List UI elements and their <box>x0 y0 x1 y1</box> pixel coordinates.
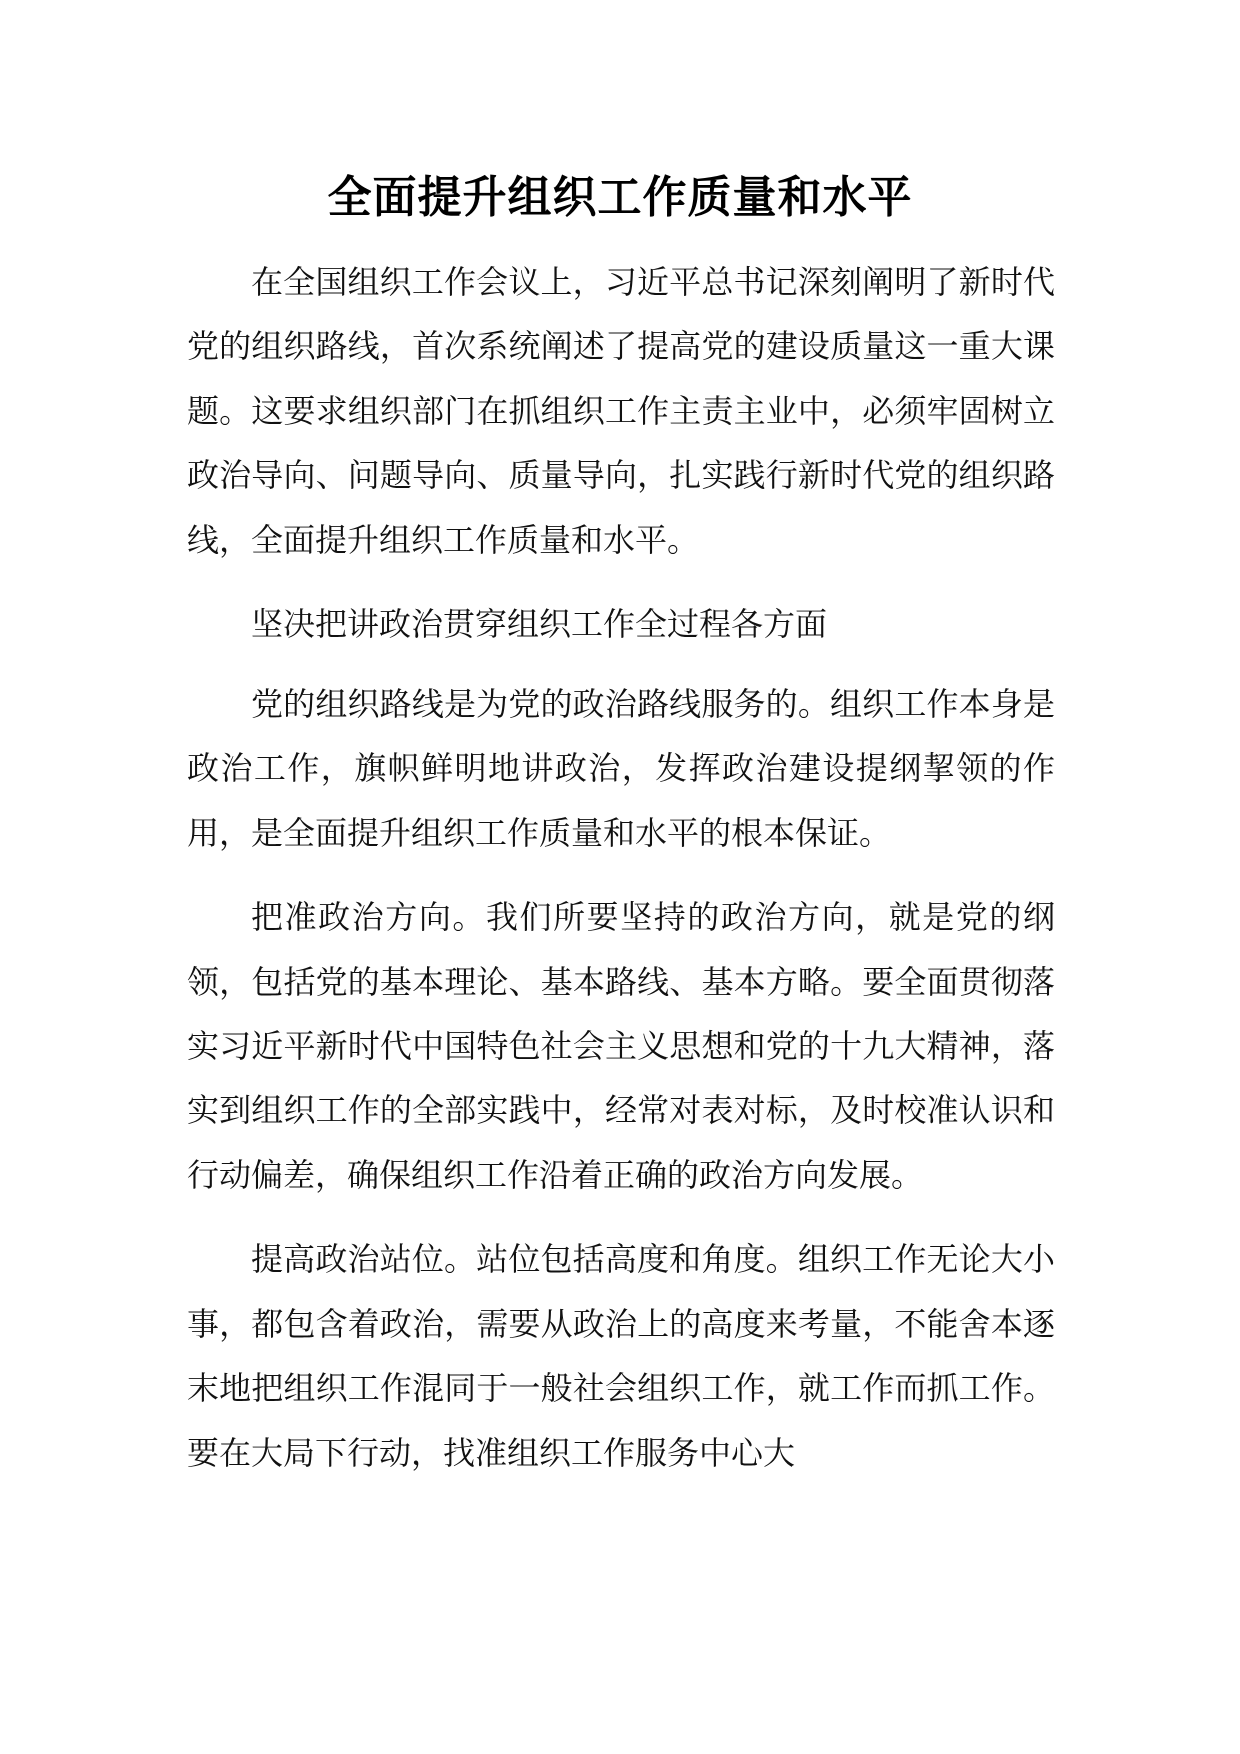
document-title: 全面提升组织工作质量和水平 <box>327 172 913 223</box>
paragraph-political-standpoint: 提高政治站位。站位包括高度和角度。组织工作无论大小事，都包含着政治，需要从政治上的高度来考量，不能舍本逐末地把组织工作混同于一般社会组织工作，就工作而抓工作。要在大局下行动，找准组织工作服务中心大 <box>187 1240 1055 1472</box>
paragraph-organizational-line: 党的组织路线是为党的政治路线服务的。组织工作本身是政治工作，旗帜鲜明地讲政治，发挥政治建设提纲挈领的作用，是全面提升组织工作质量和水平的根本保证。 <box>187 685 1055 852</box>
document-body <box>187 250 1055 1505</box>
paragraph-intro: 在全国组织工作会议上，习近平总书记深刻阐明了新时代党的组织路线，首次系统阐述了提高党的建设质量这一重大课题。这要求组织部门在抓组织工作主责主业中，必须牢固树立政治导向、问题导向、质量导向，扎实践行新时代党的组织路线，全面提升组织工作质量和水平。 <box>187 263 1055 559</box>
section-heading: 坚决把讲政治贯穿组织工作全过程各方面 <box>251 605 828 644</box>
paragraph-political-direction: 把准政治方向。我们所要坚持的政治方向，就是党的纲领，包括党的基本理论、基本路线、基本方略。要全面贯彻落实习近平新时代中国特色社会主义思想和党的十九大精神，落实到组织工作的全部实践中，经常对表对标，及时校准认识和行动偏差，确保组织工作沿着正确的政治方向发展。 <box>187 898 1055 1194</box>
